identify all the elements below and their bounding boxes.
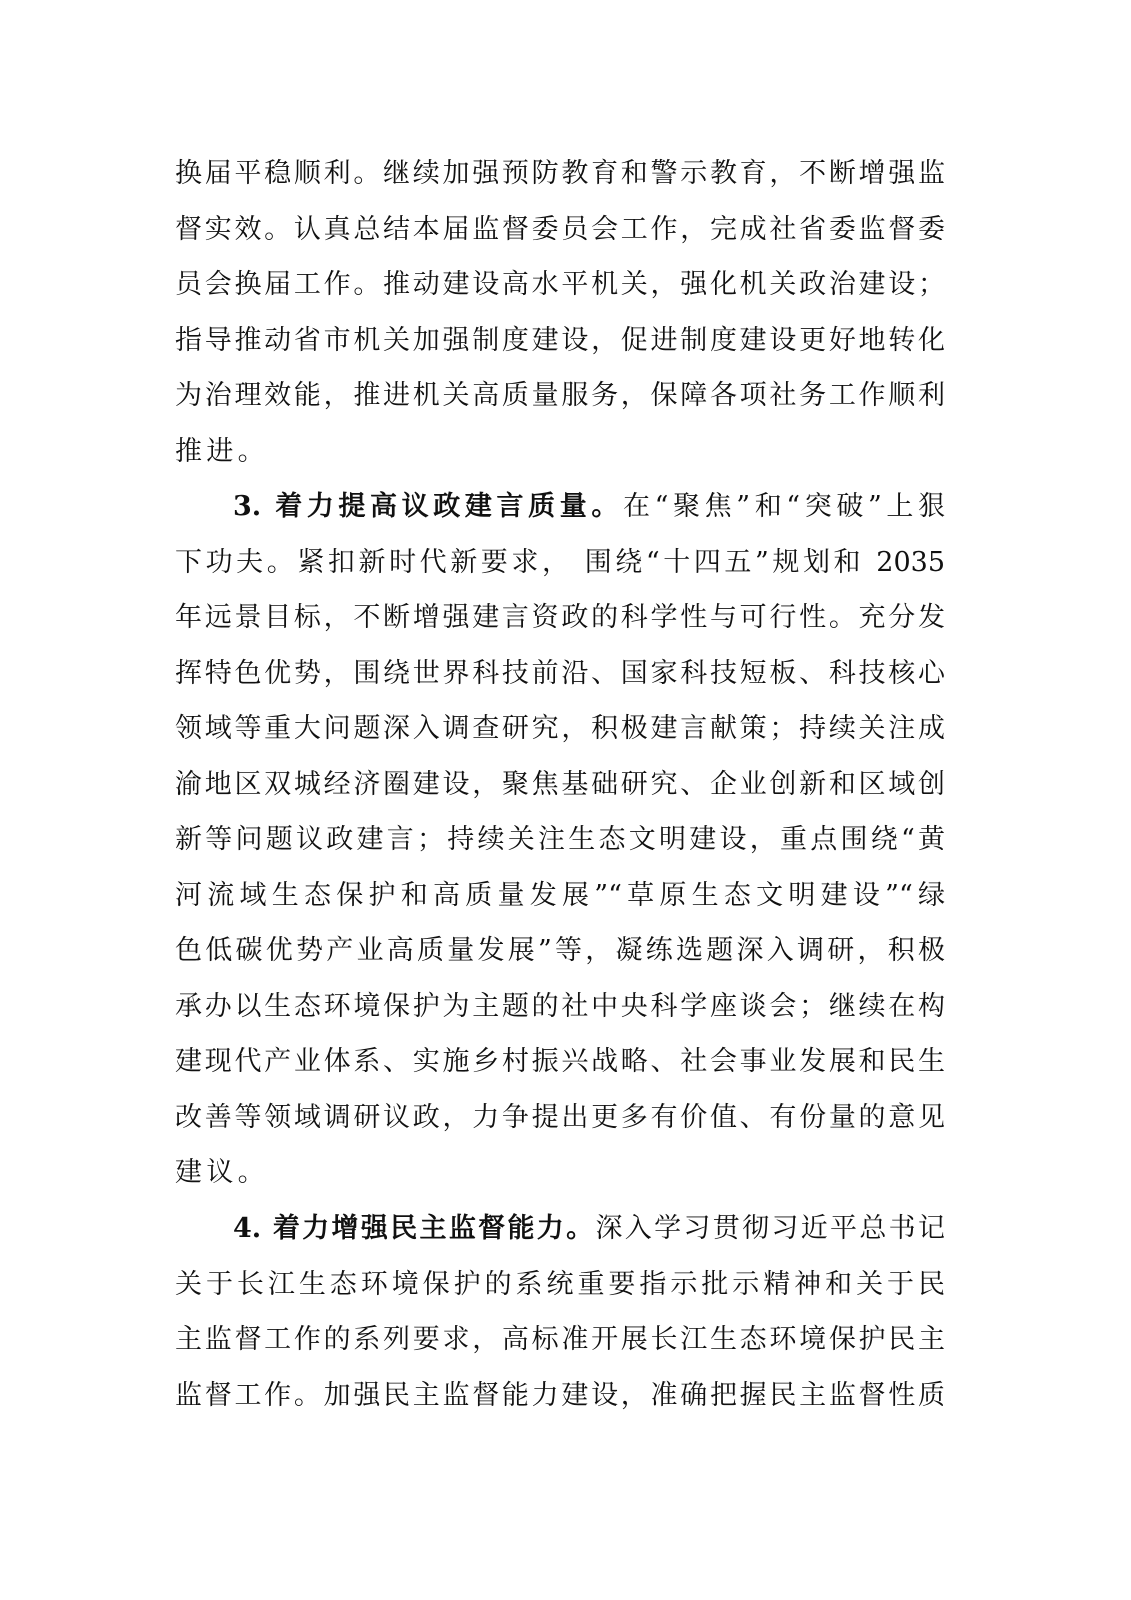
text-line: 下功夫。紧扣新时代新要求， 围绕“十四五”规划和 2035 (175, 546, 945, 578)
text-run: 在“聚焦”和“突破”上狠 (623, 491, 945, 522)
text-line: 建议。 (175, 1157, 269, 1188)
paragraph-first-line (175, 479, 945, 535)
text-line: 年远景目标，不断增强建言资政的科学性与可行性。充分发 (175, 602, 945, 633)
text-line: 主监督工作的系列要求，高标准开展长江生态环境保护民主 (175, 1324, 945, 1355)
text-line: 改善等领域调研议政，力争提出更多有价值、有份量的意见 (175, 1101, 945, 1133)
section-heading: 4. 着力增强民主监督能力。 (233, 1213, 596, 1244)
text-line: 新等问题议政建言；持续关注生态文明建设，重点围绕“黄 (175, 824, 945, 855)
text-line: 指导推动省市机关加强制度建设，促进制度建设更好地转化 (175, 324, 945, 356)
text-line: 推进。 (175, 435, 269, 467)
text-line: 领域等重大问题深入调查研究，积极建言献策；持续关注成 (175, 713, 945, 744)
text-line: 为治理效能，推进机关高质量服务，保障各项社务工作顺利 (175, 380, 945, 411)
text-line: 员会换届工作。推动建设高水平机关，强化机关政治建设； (175, 269, 945, 300)
text-line: 承办以生态环境保护为主题的社中央科学座谈会；继续在构 (175, 990, 945, 1022)
paragraph-first-line (175, 1201, 945, 1257)
text-line: 渝地区双城经济圈建设，聚焦基础研究、企业创新和区域创 (175, 768, 945, 800)
text-line: 色低碳优势产业高质量发展”等，凝练选题深入调研，积极 (175, 935, 945, 966)
text-line: 挥特色优势，围绕世界科技前沿、国家科技短板、科技核心 (175, 657, 945, 689)
text-line: 督实效。认真总结本届监督委员会工作，完成社省委监督委 (175, 213, 945, 245)
paragraph-continuation (175, 146, 945, 479)
text-line: 建现代产业体系、实施乡村振兴战略、社会事业发展和民生 (175, 1046, 945, 1077)
text-line: 换届平稳顺利。继续加强预防教育和警示教育，不断增强监 (175, 158, 945, 189)
text-line: 关于长江生态环境保护的系统重要指示批示精神和关于民 (175, 1268, 945, 1300)
paragraph-democratic-supervision (175, 1201, 945, 1423)
text-line: 河流域生态保护和高质量发展”“草原生态文明建设”“绿 (175, 879, 945, 911)
paragraph-proposal-quality (175, 479, 945, 1201)
section-heading: 3. 着力提高议政建言质量。 (233, 491, 623, 522)
text-line: 监督工作。加强民主监督能力建设，准确把握民主监督性质 (175, 1379, 945, 1411)
text-run: 深入学习贯彻习近平总书记 (595, 1213, 945, 1244)
